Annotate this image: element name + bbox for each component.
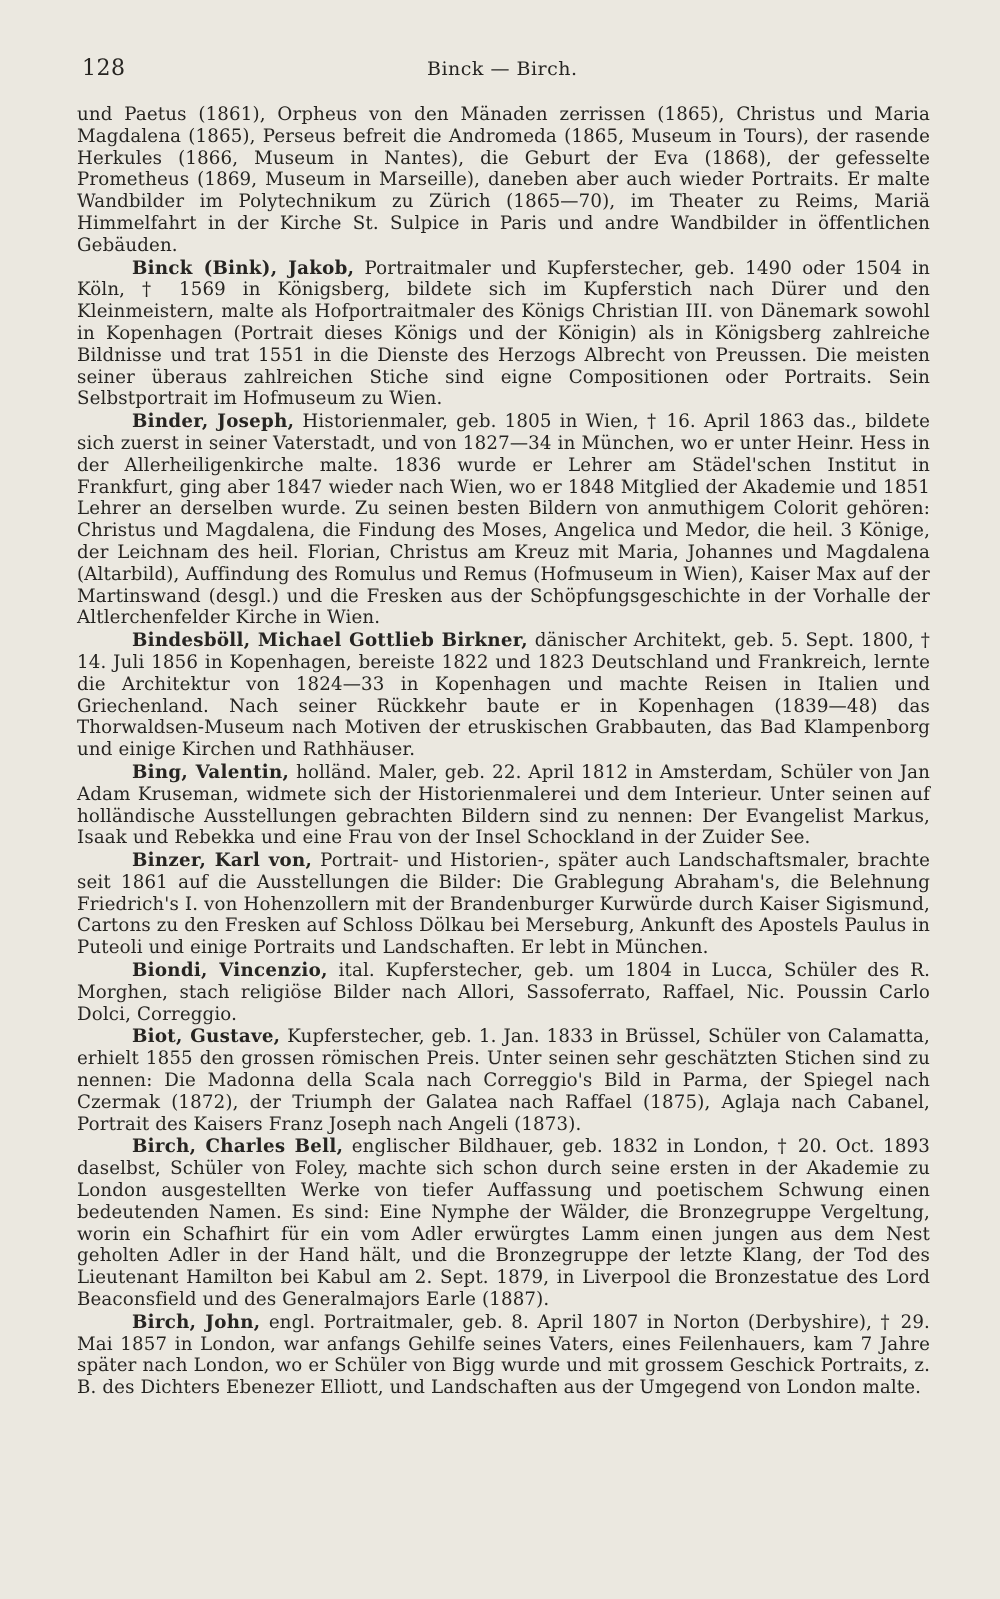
page-body — [77, 104, 930, 1400]
entry-text: Portraitmaler und Kupferstecher, geb. 1490 oder 1504 in Köln, † 1569 in Königsberg, bildete sich im Kupferstich nach Dürer und den Kleinmeistern, malte als Hofportraitmaler des Königs Christian III. von Dänemark sowohl in Kopenhagen (Portrait dieses Königs und der Königin) als in Königsberg zahlreiche Bildnisse und trat 1551 in die Dienste des Herzogs Albrecht von Preussen. Die meisten seiner überaus zahlreichen Stiche sind eigne Compositionen oder Portraits. Sein Selbstportrait im Hofmuseum zu Wien. — [77, 257, 930, 410]
entry-name: Bindesböll, Michael Gottlieb Birkner, — [132, 630, 528, 652]
page-number: 128 — [82, 56, 126, 81]
entry-text: holländ. Maler, geb. 22. April 1812 in Amsterdam, Schüler von Jan Adam Kruseman, widmete sich der Historienmalerei und dem Interieur. Unter seinen auf holländische Ausstellungen gebrachten Bildern sind zu nennen: Der Evangelist Markus, Isaak und Rebekka und eine Frau von der Insel Schockland in der Zuider See. — [77, 761, 930, 849]
entry-biondi — [77, 960, 930, 1025]
entry-birch-charles — [77, 1136, 930, 1310]
entry-name: Binck (Bink), Jakob, — [132, 257, 355, 279]
entry-bing — [77, 762, 930, 849]
entry-continuation — [77, 104, 930, 257]
entry-name: Biot, Gustave, — [132, 1026, 281, 1048]
entry-text: Kupferstecher, geb. 1. Jan. 1833 in Brüssel, Schüler von Calamatta, erhielt 1855 den grossen römischen Preis. Unter seinen sehr geschätzten Stichen sind zu nennen: Die Madonna della Scala nach Correggio's Bild in Parma, der Spiegel nach Czermak (1872), der Triumph der Galatea nach Raffael (1875), Aglaja nach Cabanel, Portrait des Kaisers Franz Joseph nach Angeli (1873). — [77, 1026, 930, 1135]
entry-name: Binzer, Karl von, — [132, 850, 313, 872]
entry-text: ital. Kupferstecher, geb. um 1804 in Lucca, Schüler des R. Morghen, stach religiöse Bilder nach Allori, Sassoferrato, Raffael, Nic. Poussin Carlo Dolci, Correggio. — [77, 960, 930, 1025]
entry-text: engl. Portraitmaler, geb. 8. April 1807 in Norton (Derbyshire), † 29. Mai 1857 in London, war anfangs Gehilfe seines Vaters, eines Feilenhauers, kam 7 Jahre später nach London, wo er Schüler von Bigg wurde und mit grossem Geschick Portraits, z. B. des Dichters Ebenezer Elliott, und Landschaften aus der Umgegend von London malte. — [77, 1311, 930, 1399]
entry-name: Birch, Charles Bell, — [132, 1136, 344, 1158]
entry-binder — [77, 411, 930, 629]
entry-binck — [77, 258, 930, 411]
entry-text: dänischer Architekt, geb. 5. Sept. 1800, † 14. Juli 1856 in Kopenhagen, bereiste 1822 und 1823 Deutschland und Frankreich, lernte die Architektur von 1824—33 in Kopenhagen und machte Reisen in Italien und Griechenland. Nach seiner Rückkehr baute er in Kopenhagen (1839—48) das Thorwaldsen-Museum nach Motiven der etruskischen Grabbauten, das Bad Klampenborg und einige Kirchen und Rathhäuser. — [77, 630, 930, 761]
entry-text: englischer Bildhauer, geb. 1832 in London, † 20. Oct. 1893 daselbst, Schüler von Foley, machte sich schon durch seine ersten in der Akademie zu London ausgestellten Werke von tiefer Auffassung und poetischem Schwung einen bedeutenden Namen. Es sind: Eine Nymphe der Wälder, die Bronzegruppe Vergeltung, worin ein Schafhirt für ein vom Adler erwürgtes Lamm einen jungen aus dem Nest geholten Adler in der Hand hält, und die Bronzegruppe der letzte Klang, der Tod des Lieutenant Hamilton bei Kabul am 2. Sept. 1879, in Liverpool die Bronzestatue des Lord Beaconsfield und des Generalmajors Earle (1887). — [77, 1136, 930, 1311]
entry-name: Biondi, Vincenzio, — [132, 960, 328, 982]
entry-biot — [77, 1026, 930, 1135]
entry-birch-john — [77, 1312, 930, 1399]
entry-text: Historienmaler, geb. 1805 in Wien, † 16. April 1863 das., bildete sich zuerst in seiner Vaterstadt, und von 1827—34 in München, wo er unter Heinr. Hess in der Allerheiligenkirche malte. 1836 wurde er Lehrer am Städel'schen Institut in Frankfurt, ging aber 1847 wieder nach Wien, wo er 1848 Mitglied der Akademie und 1851 Lehrer an derselben wurde. Zu seinen besten Bildern von anmuthigem Colorit gehören: Christus und Magdalena, die Findung des Moses, Angelica und Medor, die heil. 3 Könige, der Leichnam des heil. Florian, Christus am Kreuz mit Maria, Johannes und Magdalena (Altarbild), Auffindung des Romulus und Remus (Hofmuseum in Wien), Kaiser Max auf der Martinswand (desgl.) und die Fresken aus der Schöpfungsgeschichte in der Vorhalle der Altlerchenfelder Kirche in Wien. — [77, 411, 930, 629]
page-header — [82, 56, 924, 86]
entry-text: und Paetus (1861), Orpheus von den Mänaden zerrissen (1865), Christus und Maria Magdalena (1865), Perseus befreit die Andromeda (1865, Museum in Tours), der rasende Herkules (1866, Museum in Nantes), die Geburt der Eva (1868), der gefesselte Prometheus (1869, Museum in Marseille), daneben aber auch wieder Portraits. Er malte Wandbilder im Polytechnikum zu Zürich (1865—70), im Theater zu Reims, Mariä Himmelfahrt in der Kirche St. Sulpice in Paris und andre Wandbilder in öffentlichen Gebäuden. — [77, 104, 930, 256]
entry-bindesboell — [77, 630, 930, 761]
entry-name: Birch, John, — [132, 1311, 261, 1333]
entry-name: Bing, Valentin, — [132, 761, 290, 783]
entry-name: Binder, Joseph, — [132, 411, 295, 433]
entry-text: Portrait- und Historien-, später auch Landschaftsmaler, brachte seit 1861 auf die Ausstellungen die Bilder: Die Grablegung Abraham's, die Belehnung Friedrich's I. von Hohenzollern mit der Brandenburger Kurwürde durch Kaiser Sigismund, Cartons zu den Fresken auf Schloss Dölkau bei Merseburg, Ankunft des Apostels Paulus in Puteoli und einige Portraits und Landschaften. Er lebt in München. — [77, 850, 930, 959]
running-head: Binck — Birch. — [427, 58, 578, 80]
entry-binzer — [77, 850, 930, 959]
